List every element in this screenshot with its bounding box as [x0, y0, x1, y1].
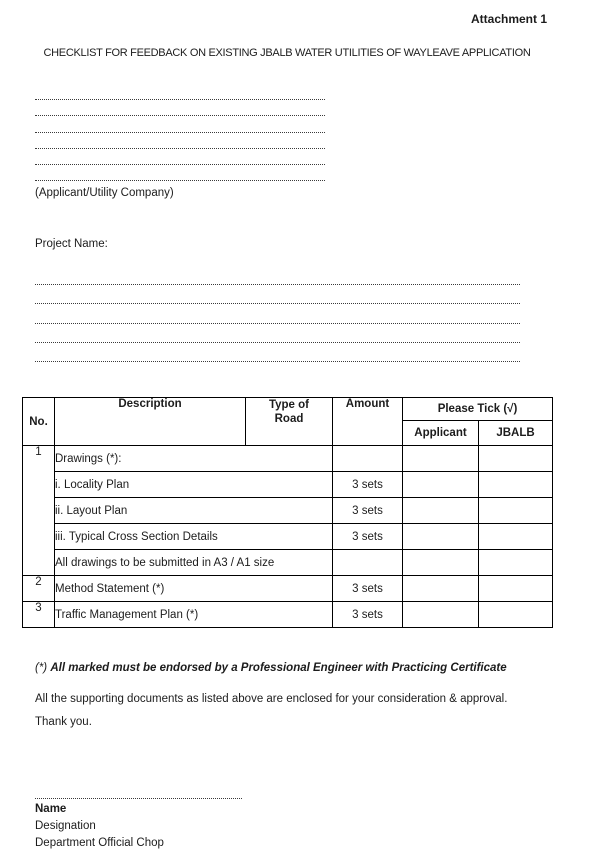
row-number: 2 — [23, 576, 55, 602]
header-jbalb: JBALB — [479, 421, 553, 446]
table-header-row-1 — [23, 398, 553, 421]
row-amount: 3 sets — [333, 602, 403, 628]
header-no: No. — [23, 398, 55, 446]
applicant-caption: (Applicant/Utility Company) — [35, 187, 174, 199]
tick-cell-jbalb — [479, 602, 553, 628]
header-type-of-road — [246, 398, 333, 446]
row-description: iii. Typical Cross Section Details — [55, 524, 333, 550]
tick-cell-jbalb — [479, 576, 553, 602]
row-amount — [333, 550, 403, 576]
applicant-blank-lines — [35, 84, 325, 181]
tick-cell-applicant — [403, 550, 479, 576]
table-row-locality-plan — [23, 472, 553, 498]
header-applicant: Applicant — [403, 421, 479, 446]
header-description: Description — [55, 398, 246, 446]
tick-cell-applicant — [403, 498, 479, 524]
row-amount: 3 sets — [333, 524, 403, 550]
table-row-drawing-size-note — [23, 550, 553, 576]
tick-cell-applicant — [403, 576, 479, 602]
header-please-tick: Please Tick (√) — [403, 398, 553, 421]
dotted-line — [35, 165, 325, 181]
table-row-layout-plan — [23, 498, 553, 524]
table-row-method-statement — [23, 576, 553, 602]
row-description: Method Statement (*) — [55, 576, 333, 602]
dotted-line — [35, 304, 520, 323]
note-text: All marked must be endorsed by a Professional Engineer with Practicing Certificate — [50, 662, 507, 674]
project-name-label: Project Name: — [35, 238, 108, 250]
tick-cell-jbalb — [479, 550, 553, 576]
tick-cell-applicant — [403, 524, 479, 550]
row-description: i. Locality Plan — [55, 472, 333, 498]
closing-statement-line-2: Thank you. — [35, 716, 92, 728]
dotted-line — [35, 100, 325, 116]
project-blank-lines — [35, 266, 520, 362]
table-row-cross-section — [23, 524, 553, 550]
row-amount: 3 sets — [333, 498, 403, 524]
tick-cell-applicant — [403, 446, 479, 472]
row-description: Drawings (*): — [55, 446, 333, 472]
closing-statement-line-1: All the supporting documents as listed above are enclosed for your consideration & approval. — [35, 693, 508, 705]
header-type-of-road-text: Type of Road — [268, 399, 310, 426]
tick-cell-applicant — [403, 602, 479, 628]
row-amount: 3 sets — [333, 576, 403, 602]
note-prefix: (*) — [35, 662, 48, 674]
tick-cell-applicant — [403, 472, 479, 498]
row-amount: 3 sets — [333, 472, 403, 498]
signature-line — [35, 781, 242, 799]
dotted-line — [35, 133, 325, 149]
dotted-line — [35, 343, 520, 362]
signature-name-label: Name — [35, 803, 67, 815]
row-description: ii. Layout Plan — [55, 498, 333, 524]
row-description: Traffic Management Plan (*) — [55, 602, 333, 628]
signature-chop-label: Department Official Chop — [35, 837, 164, 849]
header-amount: Amount — [333, 398, 403, 446]
table-row-drawings — [23, 446, 553, 472]
tick-cell-jbalb — [479, 446, 553, 472]
document-title: CHECKLIST FOR FEEDBACK ON EXISTING JBALB WATER UTILITIES OF WAYLEAVE APPLICATION — [43, 47, 531, 59]
tick-cell-jbalb — [479, 498, 553, 524]
dotted-line — [35, 116, 325, 132]
dotted-line — [35, 84, 325, 100]
row-number: 1 — [23, 446, 55, 576]
row-number: 3 — [23, 602, 55, 628]
dotted-line — [35, 324, 520, 343]
table-row-traffic-management — [23, 602, 553, 628]
dotted-line — [35, 149, 325, 165]
dotted-line — [35, 266, 520, 285]
signature-designation-label: Designation — [35, 820, 96, 832]
checklist-table — [22, 397, 553, 628]
attachment-label: Attachment 1 — [470, 12, 547, 26]
row-amount — [333, 446, 403, 472]
endorsement-note — [35, 662, 507, 674]
tick-cell-jbalb — [479, 524, 553, 550]
row-description: All drawings to be submitted in A3 / A1 size — [55, 550, 333, 576]
dotted-line — [35, 781, 242, 799]
tick-cell-jbalb — [479, 472, 553, 498]
dotted-line — [35, 285, 520, 304]
